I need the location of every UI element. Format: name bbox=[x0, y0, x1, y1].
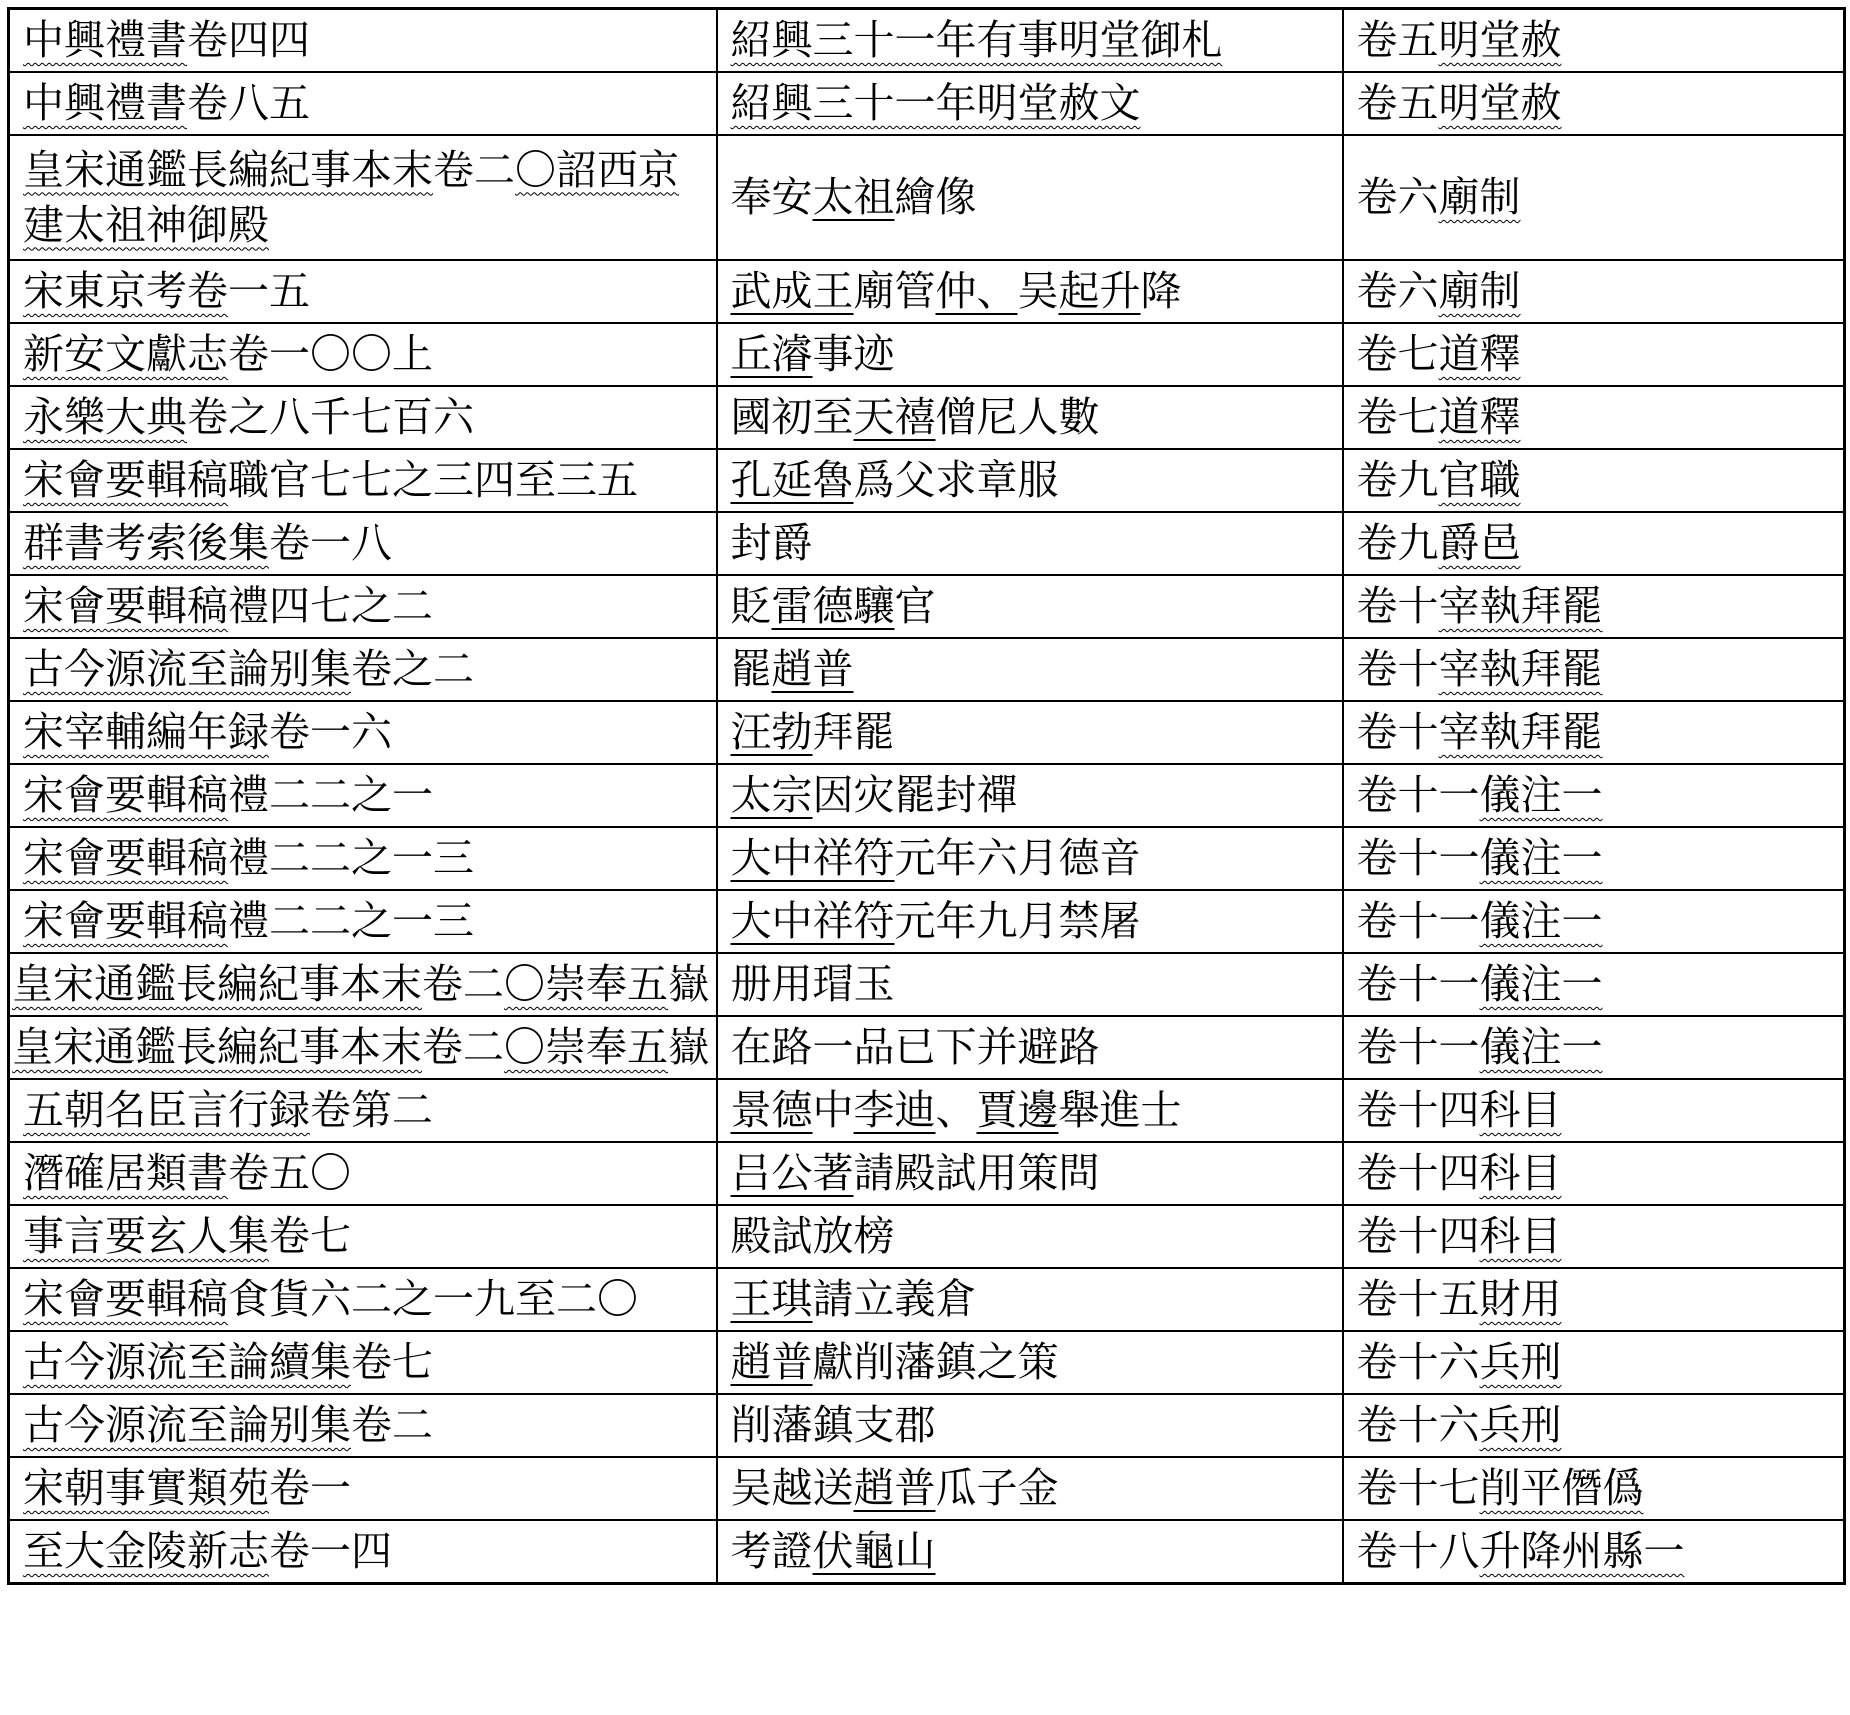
book-title-mark: 古今源流至論别集 bbox=[23, 1401, 351, 1449]
book-title-mark: 皇宋通鑑長編紀事本末 bbox=[12, 1023, 422, 1071]
table-row bbox=[9, 135, 1845, 260]
source-cell: 潛確居類書卷五〇 bbox=[9, 1142, 717, 1205]
book-title-mark: 儀注一 bbox=[1479, 834, 1603, 882]
book-title-mark: 〇詔西京建太祖神御殿 bbox=[23, 145, 679, 249]
book-title-mark: 群書考索後集 bbox=[23, 519, 269, 567]
chapter-cell: 卷十一儀注一 bbox=[1343, 953, 1845, 1016]
source-cell: 宋會要輯稿禮二二之一三 bbox=[9, 827, 717, 890]
proper-name-mark: 李迪 bbox=[853, 1086, 936, 1134]
book-title-mark: 宋會要輯稿 bbox=[23, 582, 228, 630]
chapter-cell: 卷十宰執拜罷 bbox=[1343, 638, 1845, 701]
proper-name-mark: 吕公著 bbox=[730, 1149, 854, 1197]
book-title-mark: 削平僭僞 bbox=[1479, 1464, 1644, 1512]
table-row bbox=[9, 1520, 1845, 1584]
chapter-cell: 卷十七削平僭僞 bbox=[1343, 1457, 1845, 1520]
entry-cell: 大中祥符元年六月德音 bbox=[717, 827, 1343, 890]
entry-cell: 丘濬事迹 bbox=[717, 323, 1343, 386]
table-row bbox=[9, 260, 1845, 323]
book-title-mark: 儀注一 bbox=[1479, 771, 1603, 819]
book-title-mark: 中興禮書 bbox=[23, 16, 187, 64]
entry-cell: 册用瑁玉 bbox=[717, 953, 1343, 1016]
book-title-mark: 兵刑 bbox=[1479, 1338, 1562, 1386]
book-title-mark: 宋東京考卷 bbox=[23, 267, 228, 315]
chapter-cell: 卷十一儀注一 bbox=[1343, 890, 1845, 953]
book-title-mark: 永樂大典 bbox=[23, 393, 187, 441]
table-row bbox=[9, 1142, 1845, 1205]
book-title-mark: 科目 bbox=[1479, 1086, 1562, 1134]
book-title-mark: 宋會要輯稿 bbox=[23, 456, 228, 504]
book-title-mark: 廟制 bbox=[1438, 267, 1521, 315]
chapter-cell: 卷十六兵刑 bbox=[1343, 1331, 1845, 1394]
entry-cell: 殿試放榜 bbox=[717, 1205, 1343, 1268]
source-cell: 宋會要輯稿禮二二之一三 bbox=[9, 890, 717, 953]
proper-name-mark: 雷德驤 bbox=[771, 582, 895, 630]
table-row bbox=[9, 512, 1845, 575]
table-row bbox=[9, 1079, 1845, 1142]
book-title-mark: 〇崇奉五 bbox=[504, 1023, 668, 1071]
source-cell: 皇宋通鑑長編紀事本末卷二〇崇奉五嶽 bbox=[9, 953, 717, 1016]
table-row bbox=[9, 890, 1845, 953]
book-title-mark: 儀注一 bbox=[1479, 1023, 1603, 1071]
chapter-cell: 卷五明堂赦 bbox=[1343, 9, 1845, 73]
entry-cell: 封爵 bbox=[717, 512, 1343, 575]
proper-name-mark: 太祖 bbox=[812, 173, 895, 221]
table-row bbox=[9, 1205, 1845, 1268]
source-cell: 中興禮書卷八五 bbox=[9, 72, 717, 135]
book-title-mark: 廟制 bbox=[1438, 173, 1521, 221]
source-cell: 宋會要輯稿職官七七之三四至三五 bbox=[9, 449, 717, 512]
proper-name-mark: 伏龜山 bbox=[812, 1527, 936, 1575]
source-cell: 五朝名臣言行録卷第二 bbox=[9, 1079, 717, 1142]
entry-cell: 大中祥符元年九月禁屠 bbox=[717, 890, 1343, 953]
chapter-cell: 卷十一儀注一 bbox=[1343, 827, 1845, 890]
source-cell: 中興禮書卷四四 bbox=[9, 9, 717, 73]
chapter-cell: 卷十八升降州縣一 bbox=[1343, 1520, 1845, 1584]
chapter-cell: 卷六廟制 bbox=[1343, 260, 1845, 323]
source-cell: 永樂大典卷之八千七百六 bbox=[9, 386, 717, 449]
proper-name-mark: 太宗 bbox=[730, 771, 813, 819]
entry-cell: 太宗因灾罷封禪 bbox=[717, 764, 1343, 827]
entry-cell: 景德中李迪、賈邊舉進士 bbox=[717, 1079, 1343, 1142]
book-title-mark: 明堂赦 bbox=[1438, 16, 1562, 64]
chapter-cell: 卷十一儀注一 bbox=[1343, 1016, 1845, 1079]
entry-cell: 汪勃拜罷 bbox=[717, 701, 1343, 764]
chapter-cell: 卷九爵邑 bbox=[1343, 512, 1845, 575]
book-title-mark: 宰執拜罷 bbox=[1438, 582, 1603, 630]
entry-cell: 削藩鎮支郡 bbox=[717, 1394, 1343, 1457]
chapter-cell: 卷十四科目 bbox=[1343, 1142, 1845, 1205]
book-title-mark: 皇宋通鑑長編紀事本末 bbox=[23, 145, 433, 194]
source-cell: 群書考索後集卷一八 bbox=[9, 512, 717, 575]
source-cell: 宋會要輯稿食貨六二之一九至二〇 bbox=[9, 1268, 717, 1331]
chapter-cell: 卷十一儀注一 bbox=[1343, 764, 1845, 827]
chapter-cell: 卷七道釋 bbox=[1343, 386, 1845, 449]
proper-name-mark: 武成王 bbox=[730, 267, 854, 315]
index-table bbox=[7, 7, 1846, 1585]
entry-cell bbox=[717, 72, 1343, 135]
book-title-mark: 道釋 bbox=[1438, 393, 1521, 441]
entry-cell: 吴越送趙普瓜子金 bbox=[717, 1457, 1343, 1520]
entry-cell: 吕公著請殿試用策問 bbox=[717, 1142, 1343, 1205]
book-title-mark: 〇崇奉五 bbox=[504, 960, 668, 1008]
chapter-cell: 卷十四科目 bbox=[1343, 1079, 1845, 1142]
table-row bbox=[9, 72, 1845, 135]
chapter-cell: 卷七道釋 bbox=[1343, 323, 1845, 386]
book-title-mark: 潛確居類書 bbox=[23, 1149, 228, 1197]
chapter-cell: 卷十宰執拜罷 bbox=[1343, 575, 1845, 638]
entry-cell: 國初至天禧僧尼人數 bbox=[717, 386, 1343, 449]
source-cell: 古今源流至論續集卷七 bbox=[9, 1331, 717, 1394]
source-cell: 事言要玄人集卷七 bbox=[9, 1205, 717, 1268]
table-row bbox=[9, 386, 1845, 449]
chapter-cell: 卷六廟制 bbox=[1343, 135, 1845, 260]
entry-cell: 奉安太祖繪像 bbox=[717, 135, 1343, 260]
book-title-mark: 宋會要輯稿 bbox=[23, 771, 228, 819]
entry-cell: 貶雷德驤官 bbox=[717, 575, 1343, 638]
proper-name-mark: 賈邊 bbox=[976, 1086, 1059, 1134]
book-title-mark: 升降州縣一 bbox=[1479, 1527, 1685, 1575]
table-row bbox=[9, 1268, 1845, 1331]
book-title-mark: 儀注一 bbox=[1479, 960, 1603, 1008]
book-title-mark: 宋會要輯稿 bbox=[23, 1275, 228, 1323]
book-title-mark: 宋朝事實類苑 bbox=[23, 1464, 269, 1512]
book-title-mark: 明堂赦 bbox=[1438, 79, 1562, 127]
proper-name-mark: 孔延魯 bbox=[730, 456, 854, 504]
source-cell: 皇宋通鑑長編紀事本末卷二〇詔西京建太祖神御殿 bbox=[9, 135, 717, 260]
book-title-mark: 古今源流至論别集 bbox=[23, 645, 351, 693]
entry-cell: 罷趙普 bbox=[717, 638, 1343, 701]
source-cell: 宋會要輯稿禮四七之二 bbox=[9, 575, 717, 638]
book-title-mark: 皇宋通鑑長編紀事本末 bbox=[12, 960, 422, 1008]
book-title-mark: 古今源流至論續集 bbox=[23, 1338, 351, 1386]
source-cell: 新安文獻志卷一〇〇上 bbox=[9, 323, 717, 386]
source-cell: 古今源流至論别集卷二 bbox=[9, 1394, 717, 1457]
book-title-mark: 儀注一 bbox=[1479, 897, 1603, 945]
source-cell: 宋東京考卷一五 bbox=[9, 260, 717, 323]
book-title-mark: 官職 bbox=[1438, 456, 1521, 504]
book-title-mark: 兵刑 bbox=[1479, 1401, 1562, 1449]
proper-name-mark: 趙普 bbox=[853, 1464, 936, 1512]
proper-name-mark: 趙普 bbox=[730, 1338, 813, 1386]
table-row bbox=[9, 9, 1845, 73]
chapter-cell: 卷五明堂赦 bbox=[1343, 72, 1845, 135]
book-title-mark: 科目 bbox=[1479, 1212, 1562, 1260]
book-title-mark: 宰執拜罷 bbox=[1438, 708, 1603, 756]
table-row bbox=[9, 1457, 1845, 1520]
book-title-mark: 中興禮書 bbox=[23, 79, 187, 127]
book-title-mark: 宋宰輔編年録 bbox=[23, 708, 269, 756]
table-row bbox=[9, 701, 1845, 764]
table-row bbox=[9, 575, 1845, 638]
proper-name-mark: 起升 bbox=[1058, 267, 1141, 315]
entry-cell: 孔延魯爲父求章服 bbox=[717, 449, 1343, 512]
proper-name-mark: 趙普 bbox=[771, 645, 854, 693]
proper-name-mark: 王琪 bbox=[730, 1275, 813, 1323]
source-cell: 皇宋通鑑長編紀事本末卷二〇崇奉五嶽 bbox=[9, 1016, 717, 1079]
table-row bbox=[9, 1016, 1845, 1079]
table-row bbox=[9, 638, 1845, 701]
proper-name-mark: 大中祥符 bbox=[730, 834, 895, 882]
book-title-mark: 新安文獻志 bbox=[23, 330, 228, 378]
book-title-mark: 事言要玄人集 bbox=[23, 1212, 269, 1260]
chapter-cell: 卷十五財用 bbox=[1343, 1268, 1845, 1331]
book-title-mark: 科目 bbox=[1479, 1149, 1562, 1197]
book-title-mark: 紹興三十一年明堂赦文 bbox=[730, 79, 1141, 127]
table-row bbox=[9, 449, 1845, 512]
table-row bbox=[9, 1394, 1845, 1457]
chapter-cell: 卷十四科目 bbox=[1343, 1205, 1845, 1268]
proper-name-mark: 大中祥符 bbox=[730, 897, 895, 945]
chapter-cell: 卷十宰執拜罷 bbox=[1343, 701, 1845, 764]
entry-cell: 考證伏龜山 bbox=[717, 1520, 1343, 1584]
entry-cell: 趙普獻削藩鎮之策 bbox=[717, 1331, 1343, 1394]
chapter-cell: 卷九官職 bbox=[1343, 449, 1845, 512]
table-body bbox=[9, 9, 1845, 1584]
book-title-mark: 至大金陵新志 bbox=[23, 1527, 269, 1575]
entry-cell: 在路一品已下并避路 bbox=[717, 1016, 1343, 1079]
table-row bbox=[9, 953, 1845, 1016]
proper-name-mark: 汪勃 bbox=[730, 708, 813, 756]
book-title-mark: 財用 bbox=[1479, 1275, 1562, 1323]
proper-name-mark: 仲、 bbox=[935, 267, 1018, 315]
source-cell: 至大金陵新志卷一四 bbox=[9, 1520, 717, 1584]
book-title-mark: 道釋 bbox=[1438, 330, 1521, 378]
source-cell: 宋宰輔編年録卷一六 bbox=[9, 701, 717, 764]
book-title-mark: 五朝名臣言行録 bbox=[23, 1086, 310, 1134]
book-title-mark: 爵邑 bbox=[1438, 519, 1521, 567]
table-row bbox=[9, 764, 1845, 827]
entry-cell: 王琪請立義倉 bbox=[717, 1268, 1343, 1331]
table-row bbox=[9, 827, 1845, 890]
source-cell: 宋朝事實類苑卷一 bbox=[9, 1457, 717, 1520]
chapter-cell: 卷十六兵刑 bbox=[1343, 1394, 1845, 1457]
book-title-mark: 宋會要輯稿 bbox=[23, 834, 228, 882]
entry-cell: 武成王廟管仲、吴起升降 bbox=[717, 260, 1343, 323]
entry-cell bbox=[717, 9, 1343, 73]
source-cell: 宋會要輯稿禮二二之一 bbox=[9, 764, 717, 827]
proper-name-mark: 景德 bbox=[730, 1086, 813, 1134]
book-title-mark: 紹興三十一年有事明堂御札 bbox=[730, 16, 1223, 64]
table-row bbox=[9, 323, 1845, 386]
book-title-mark: 宋會要輯稿 bbox=[23, 897, 228, 945]
proper-name-mark: 丘濬 bbox=[730, 330, 813, 378]
proper-name-mark: 天禧 bbox=[853, 393, 936, 441]
book-title-mark: 宰執拜罷 bbox=[1438, 645, 1603, 693]
table-row bbox=[9, 1331, 1845, 1394]
source-cell: 古今源流至論别集卷之二 bbox=[9, 638, 717, 701]
